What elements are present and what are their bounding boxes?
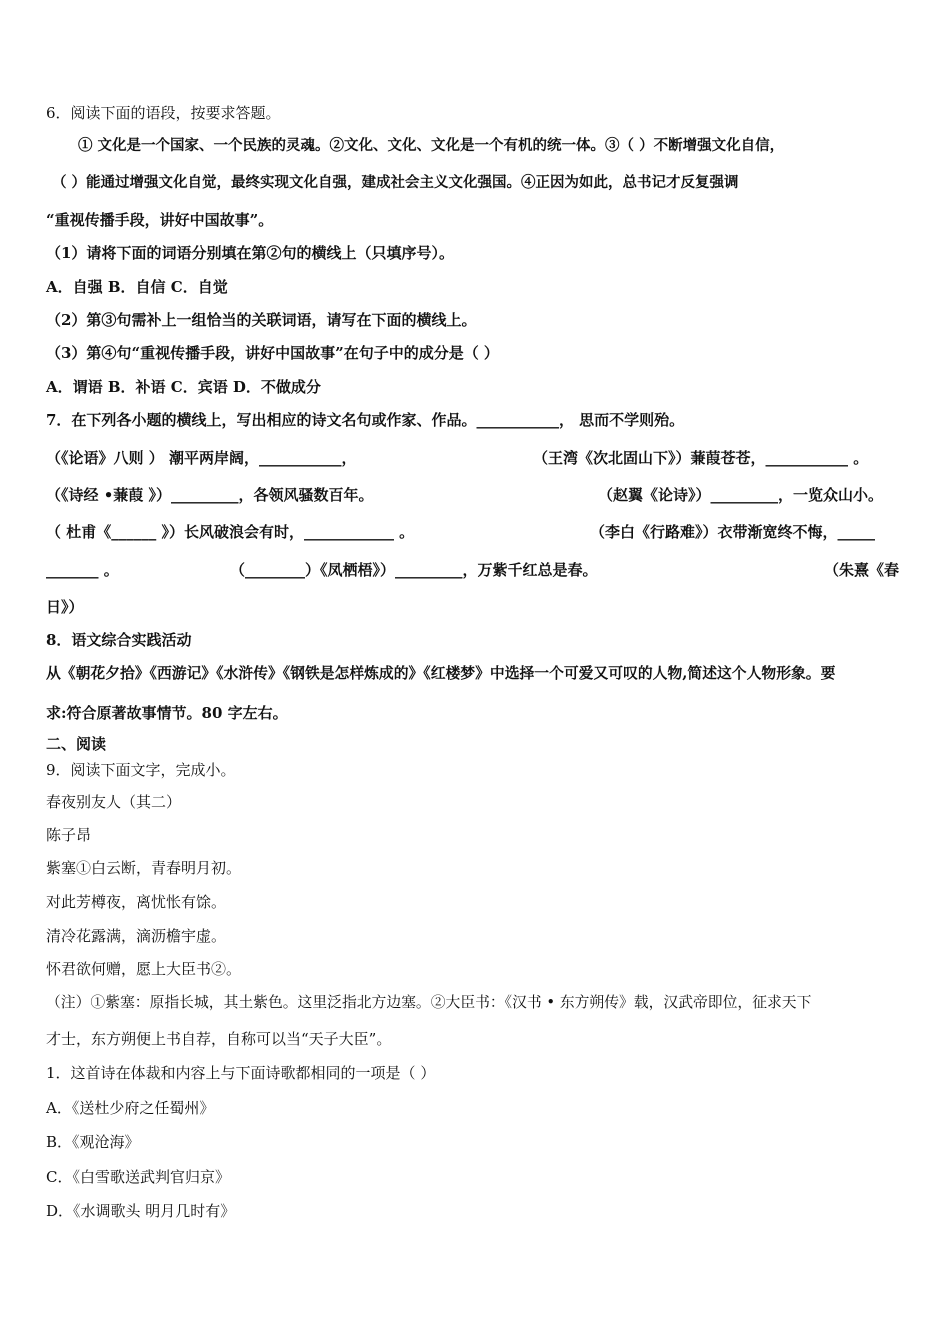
q6-options3: A．谓语 B．补语 C．宾语 D．不做成分 [46, 378, 321, 396]
q6-para-line1: ① 文化是一个国家、一个民族的灵魂。②文化、文化、文化是一个有机的统一体。③（ ）不断增强文化自信， [78, 137, 785, 154]
q9-option-a: A．《送杜少府之任蜀州》 [46, 1099, 215, 1117]
q7-row3-left: （ 杜甫《______ 》）长风破浪会有时，____________ 。 [46, 523, 415, 541]
q7-row4-a: _______ 。 [46, 561, 119, 579]
poem-verse1: 紫塞①白云断，青春明月初。 [46, 859, 242, 877]
poem-verse2: 对此芳樽夜，离忧怅有馀。 [46, 893, 227, 911]
q8-line1: 从《朝花夕拾》《西游记》《水浒传》《钢铁是怎样炼成的》《红楼梦》中选择一个可爱又可叹的人物,简述这个人物形象。要 [46, 665, 836, 682]
poem-author: 陈子昂 [46, 826, 92, 844]
section2-title: 二、阅读 [46, 735, 107, 753]
q7-row1-left: （《论语》八则 ） 潮平两岸阔，___________， [46, 449, 357, 467]
poem-verse4: 怀君欲何赠，愿上大臣书②。 [46, 960, 242, 978]
q8-title: 8．语文综合实践活动 [46, 631, 192, 649]
q7-row2-right: （赵翼《论诗》）_________，一览众山小。 [598, 486, 884, 504]
q6-sub2: （2）第③句需补上一组恰当的关联词语，请写在下面的横线上。 [46, 311, 477, 329]
q7-row4-b: （________）《凤栖梧》）_________，万紫千红总是春。 [230, 561, 598, 579]
poem-title: 春夜别友人（其二） [46, 793, 182, 811]
poem-verse3: 清冷花露满，滴沥檐宇虚。 [46, 927, 227, 945]
q7-title: 7．在下列各小题的横线上，写出相应的诗文名句或作家、作品。___________， 思而不学则殆。 [46, 411, 685, 429]
q6-sub1: （1）请将下面的词语分别填在第②句的横线上（只填序号）。 [46, 244, 454, 262]
q9-title: 9．阅读下面文字，完成小。 [46, 761, 236, 779]
q6-sub3: （3）第④句“重视传播手段，讲好中国故事”在句子中的成分是（ ） [46, 344, 499, 362]
q7-row1-right: （王湾《次北固山下》）蒹葭苍苍，___________ 。 [533, 449, 869, 467]
q6-title: 6．阅读下面的语段，按要求答题。 [46, 104, 281, 122]
poem-note-line1: （注）①紫塞：原指长城，其土紫色。这里泛指北方边塞。②大臣书：《汉书 • 东方朔传》载，汉武帝即位，征求天下 [46, 994, 812, 1011]
q8-line2: 求:符合原著故事情节。80 字左右。 [46, 704, 288, 722]
poem-note-line2: 才士，东方朔便上书自荐，自称可以当“天子大臣”。 [46, 1030, 392, 1048]
q7-row3-right: （李白《行路难》）衣带渐宽终不悔，_____ [590, 523, 876, 541]
q9-sub1: 1．这首诗在体裁和内容上与下面诗歌都相同的一项是（ ） [46, 1064, 436, 1082]
q6-para-line2: （ ）能通过增强文化自觉，最终实现文化自强，建成社会主义文化强国。④正因为如此，总书记才反复强调 [52, 174, 739, 191]
q9-option-d: D．《水调歌头 明月几时有》 [46, 1202, 236, 1220]
q6-options1: A．自强 B．自信 C．自觉 [46, 278, 228, 296]
q7-row5: 日》） [46, 598, 84, 616]
q7-row2-left: （《诗经 •蒹葭 》）_________，各领风骚数百年。 [46, 486, 374, 504]
q9-option-c: C．《白雪歌送武判官归京》 [46, 1168, 230, 1186]
q7-row4-c: （朱熹《春 [824, 561, 900, 579]
q9-option-b: B．《观沧海》 [46, 1133, 140, 1151]
q6-para-line3: “重视传播手段，讲好中国故事”。 [46, 211, 274, 229]
